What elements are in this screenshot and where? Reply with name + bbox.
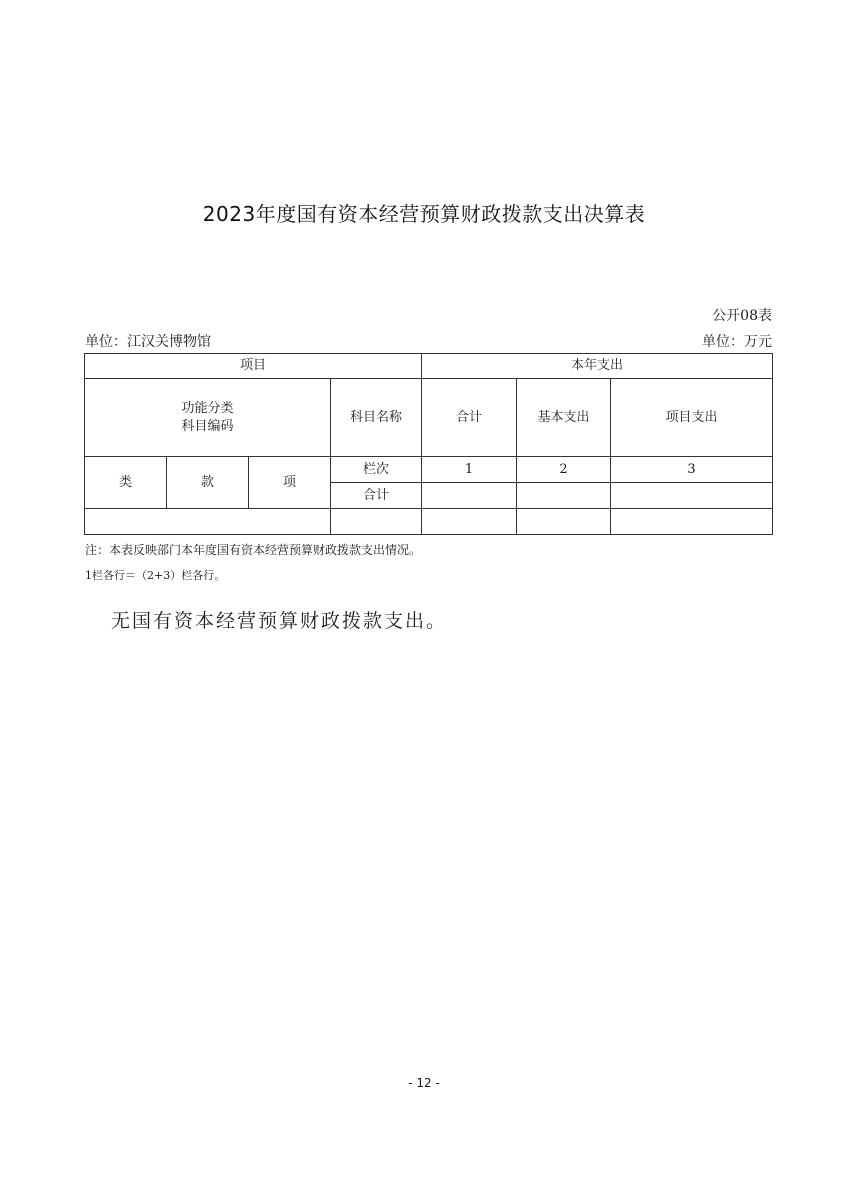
page-number: - 12 - <box>408 1076 440 1090</box>
lei-header: 类 <box>85 457 167 509</box>
table-note-1: 注：本表反映部门本年度国有资本经营预算财政拨款支出情况。 <box>85 543 422 557</box>
expenditure-table <box>84 353 773 535</box>
unit-organization: 单位：江汉关博物馆 <box>85 334 211 350</box>
page-title: 2023年度国有资本经营预算财政拨款支出决算表 <box>202 202 646 226</box>
kuan-header: 款 <box>167 457 249 509</box>
empty-code-cell <box>85 509 331 535</box>
empty-project-cell <box>611 509 773 535</box>
no-expenditure-statement: 无国有资本经营预算财政拨款支出。 <box>111 610 448 632</box>
column-number-3: 3 <box>611 457 773 483</box>
table-code: 公开08表 <box>712 308 772 324</box>
header-row-1 <box>85 354 773 379</box>
project-expense-header: 项目支出 <box>611 379 773 457</box>
empty-basic-cell <box>517 509 611 535</box>
header-item: 项目 <box>85 354 422 379</box>
basic-expense-header: 基本支出 <box>517 379 611 457</box>
table-note-2: 1栏各行＝（2+3）栏各行。 <box>85 569 226 582</box>
sum-total-cell <box>422 483 517 509</box>
subject-name-header: 科目名称 <box>331 379 422 457</box>
empty-data-row <box>85 509 773 535</box>
func-class-line2: 科目编码 <box>181 418 234 434</box>
empty-subject-cell <box>331 509 422 535</box>
sum-basic-cell <box>517 483 611 509</box>
column-number-1: 1 <box>422 457 517 483</box>
sum-project-cell <box>611 483 773 509</box>
func-class-header <box>85 379 331 457</box>
unit-currency: 单位：万元 <box>702 334 772 350</box>
sum-label: 合计 <box>331 483 422 509</box>
column-number-2: 2 <box>517 457 611 483</box>
header-row-2 <box>85 379 773 457</box>
xiang-header: 项 <box>249 457 331 509</box>
empty-total-cell <box>422 509 517 535</box>
func-class-line1: 功能分类 <box>181 400 234 416</box>
column-order-label: 栏次 <box>331 457 422 483</box>
column-order-row <box>85 457 773 483</box>
total-header: 合计 <box>422 379 517 457</box>
header-current-year: 本年支出 <box>422 354 773 379</box>
